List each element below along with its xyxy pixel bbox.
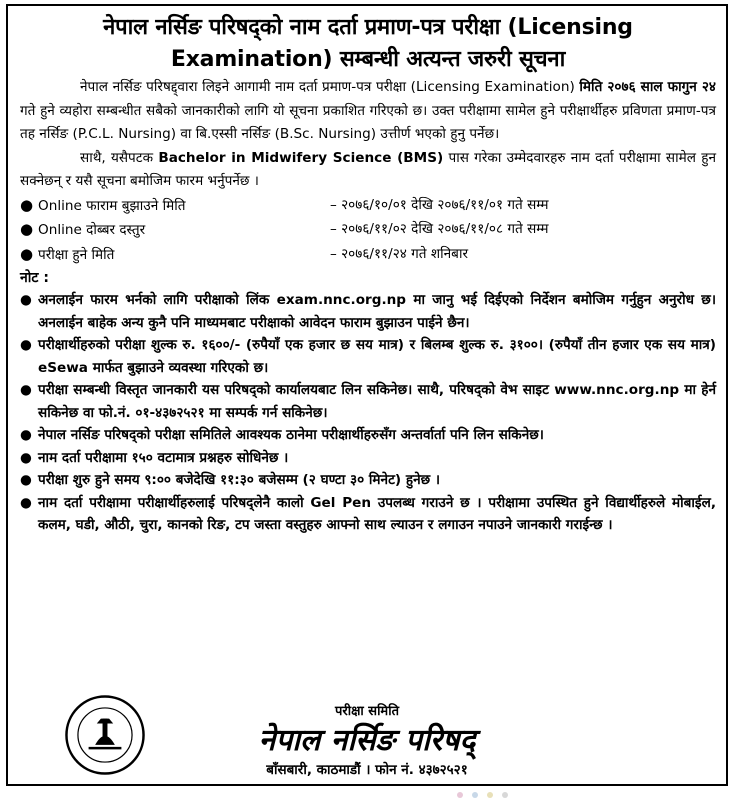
- note-item: ● परीक्षा शुरु हुने समय ९:०० बजेदेखि ११:३० बजेसम्म (२ घण्टा ३० मिनेट) हुनेछ ।: [20, 469, 716, 492]
- intro-paragraph-1: [20, 76, 716, 147]
- bullet-icon: ●: [20, 244, 34, 263]
- note-item: ● नाम दर्ता परीक्षामा परीक्षार्थीहरुलाई परिषद्लेनै कालो Gel Pen उपलब्ध गराउने छ । परीक्षामा उपस्थित हुने विद्यार्थीहरुले मोबाईल, कलम, घडी, औठी, चुरा, कानको रिङ, टप जस्ता वस्तुहरु आफ्नो साथ ल्याउन र लगाउन नपाउने जानकारी गराईन्छ ।: [20, 492, 716, 537]
- committee-name: परीक्षा समिति: [335, 704, 399, 719]
- note-item: ● परीक्षा सम्बन्धी विस्तृत जानकारी यस परिषद्को कार्यालयबाट लिन सकिनेछ। साथै, परिषद्को वेभ साइट www.nnc.org.np मा हेर्न सकिनेछ वा फो.नं. ०१-४३७२५२१ मा सम्पर्क गर्न सकिनेछ।: [20, 379, 716, 424]
- bullet-icon: ●: [20, 337, 32, 353]
- intro-text-a: नेपाल नर्सिङ परिषद्द्वारा लिइने आगामी नाम दर्ता प्रमाण-पत्र परीक्षा (Licensing Examination): [80, 79, 575, 95]
- notice-title: नेपाल नर्सिङ परिषद्को नाम दर्ता प्रमाण-पत्र परीक्षा (Licensing Examination) सम्बन्धी अत्यन्त जरुरी सूचना: [103, 15, 633, 72]
- note-label: नोट :: [20, 270, 49, 286]
- note-item: ● अनलाईन फारम भर्नको लागि परीक्षाको लिंक exam.nnc.org.np मा जानु भई दिईएको निर्देशन बमोजिम गर्नुहुन अनुरोध छ। अनलाईन बाहेक अन्य कुनै पनि माध्यमबाट परीक्षाको आवेदन फाराम बुझाउन पाईने छैन।: [20, 289, 716, 334]
- bullet-icon: ●: [20, 382, 32, 398]
- bms-program: Bachelor in Midwifery Science (BMS): [158, 149, 444, 166]
- note-item: ● नाम दर्ता परीक्षामा १५० वटामात्र प्रश्नहरु सोधिनेछ ।: [20, 447, 716, 470]
- schedule-label: परीक्षा हुने मिति: [38, 246, 115, 263]
- bullet-icon: ●: [20, 427, 32, 443]
- schedule-row: [20, 194, 716, 219]
- note-item: ● परीक्षार्थीहरुको परीक्षा शुल्क रु. १६००/- (रुपैयाँ एक हजार छ सय मात्र) र बिलम्ब शुल्क रु. ३१००। (रुपैयाँ तीन हजार एक सय मात्र) eSewa मार्फत बुझाउने व्यवस्था गरिएको छ।: [20, 334, 716, 379]
- organization-name: नेपाल नर्सिङ परिषद्: [258, 723, 476, 758]
- schedule-value: – २०७६/११/२४ गते शनिबार: [330, 245, 469, 262]
- bullet-icon: ●: [20, 220, 34, 238]
- schedule-value: – २०७६/१०/०१ देखि २०७६/११/०१ गते सम्म: [330, 196, 549, 213]
- bullet-icon: ●: [20, 449, 32, 466]
- intro2-text-a: साथै, यसैपटक: [80, 149, 154, 166]
- schedule-row: [20, 243, 716, 268]
- bullet-icon: ●: [20, 494, 32, 511]
- notice-box: [6, 4, 728, 786]
- print-registration-marks: [440, 790, 560, 800]
- intro-text-b: गते हुने व्यहोरा सम्बन्धीत सबैको जानकारीको लागि यो सूचना प्रकाशित गरिएको छ। उक्त परीक्षामा सामेल हुने परीक्षार्थीहरु प्रविणता प्रमाण-पत्र तह नर्सिङ (P.C.L. Nursing) वा बि.एस्सी नर्सिङ (B.Sc. Nursing) उत्तीर्ण भएको हुनु पर्नेछ।: [20, 102, 716, 142]
- exam-date: मिति २०७६ साल फागुन २४: [579, 79, 716, 95]
- schedule-value: – २०७६/११/०२ देखि २०७६/११/०८ गते सम्म: [330, 221, 549, 237]
- notes-list: [20, 289, 716, 537]
- schedule-row: [20, 218, 716, 243]
- bullet-icon: ●: [20, 472, 32, 488]
- intro2-text-b: पास गरेका उम्मेदवारहरु नाम दर्ता परीक्षामा सामेल हुन सक्नेछन् र यसै सूचना बमोजिम फारम भर्नुपर्नेछ ।: [20, 149, 716, 189]
- bullet-icon: ●: [20, 292, 32, 308]
- intro-paragraph-2: [20, 147, 716, 194]
- schedule-label: Online फाराम बुझाउने मिति: [38, 197, 186, 214]
- schedule-label: Online दोब्बर दस्तुर: [38, 222, 146, 238]
- organization-address: बाँसबारी, काठमाडौं । फोन नं. ४३७२५२१: [266, 762, 468, 778]
- bullet-icon: ●: [20, 195, 34, 214]
- notice-footer: [8, 702, 726, 780]
- note-item: ● नेपाल नर्सिङ परिषद्को परीक्षा समितिले आवश्यक ठानेमा परीक्षार्थीहरुसँग अन्तर्वार्ता पनि लिन सकिनेछ।: [20, 424, 716, 447]
- schedule-table: [20, 194, 716, 268]
